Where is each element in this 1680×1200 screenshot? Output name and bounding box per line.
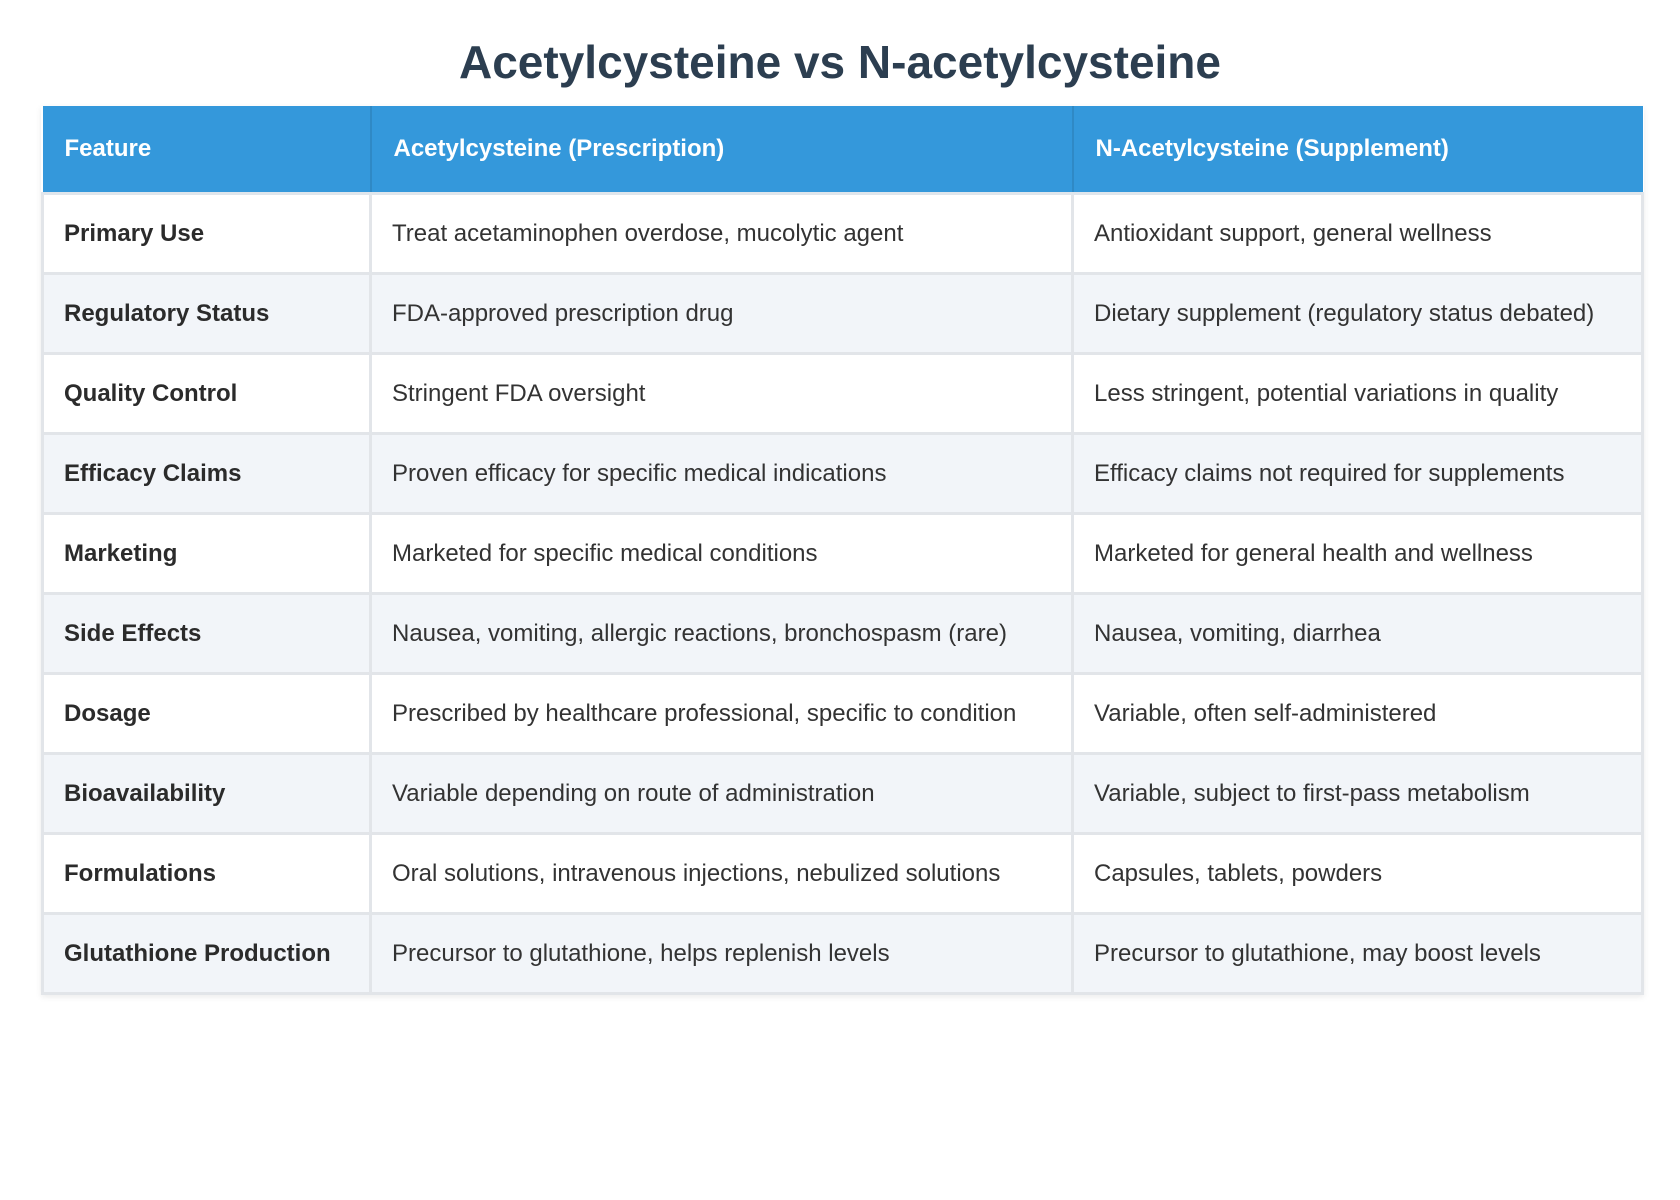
table-row — [43, 674, 1643, 754]
row-feature: Side Effects — [43, 594, 371, 674]
row-feature: Efficacy Claims — [43, 434, 371, 514]
comparison-table — [41, 106, 1644, 995]
row-feature: Formulations — [43, 834, 371, 914]
row-supplement: Antioxidant support, general wellness — [1073, 194, 1643, 274]
header-n-acetylcysteine: N-Acetylcysteine (Supplement) — [1073, 106, 1643, 194]
row-feature: Marketing — [43, 514, 371, 594]
row-prescription: Oral solutions, intravenous injections, nebulized solutions — [371, 834, 1073, 914]
row-prescription: Proven efficacy for specific medical indications — [371, 434, 1073, 514]
row-supplement: Dietary supplement (regulatory status debated) — [1073, 274, 1643, 354]
row-prescription: Prescribed by healthcare professional, specific to condition — [371, 674, 1073, 754]
row-supplement: Less stringent, potential variations in quality — [1073, 354, 1643, 434]
comparison-table-container — [41, 106, 1641, 995]
table-row — [43, 834, 1643, 914]
row-feature: Bioavailability — [43, 754, 371, 834]
row-feature: Regulatory Status — [43, 274, 371, 354]
row-prescription: Variable depending on route of administration — [371, 754, 1073, 834]
row-supplement: Variable, often self-administered — [1073, 674, 1643, 754]
row-supplement: Efficacy claims not required for supplements — [1073, 434, 1643, 514]
row-feature: Primary Use — [43, 194, 371, 274]
row-feature: Dosage — [43, 674, 371, 754]
header-row — [43, 106, 1643, 194]
table-row — [43, 754, 1643, 834]
table-header — [43, 106, 1643, 194]
header-acetylcysteine: Acetylcysteine (Prescription) — [371, 106, 1073, 194]
row-prescription: Stringent FDA oversight — [371, 354, 1073, 434]
table-row — [43, 594, 1643, 674]
table-row — [43, 914, 1643, 994]
page-title: Acetylcysteine vs N-acetylcysteine — [459, 36, 1221, 88]
row-supplement: Precursor to glutathione, may boost levels — [1073, 914, 1643, 994]
row-prescription: Nausea, vomiting, allergic reactions, bronchospasm (rare) — [371, 594, 1073, 674]
row-supplement: Capsules, tablets, powders — [1073, 834, 1643, 914]
row-supplement: Nausea, vomiting, diarrhea — [1073, 594, 1643, 674]
row-prescription: Marketed for specific medical conditions — [371, 514, 1073, 594]
table-row — [43, 434, 1643, 514]
row-supplement: Variable, subject to first-pass metabolism — [1073, 754, 1643, 834]
table-body — [43, 194, 1643, 994]
row-supplement: Marketed for general health and wellness — [1073, 514, 1643, 594]
row-prescription: Precursor to glutathione, helps replenish levels — [371, 914, 1073, 994]
table-row — [43, 514, 1643, 594]
table-row — [43, 274, 1643, 354]
row-prescription: FDA-approved prescription drug — [371, 274, 1073, 354]
header-feature: Feature — [43, 106, 371, 194]
table-row — [43, 194, 1643, 274]
table-row — [43, 354, 1643, 434]
row-prescription: Treat acetaminophen overdose, mucolytic agent — [371, 194, 1073, 274]
row-feature: Quality Control — [43, 354, 371, 434]
row-feature: Glutathione Production — [43, 914, 371, 994]
